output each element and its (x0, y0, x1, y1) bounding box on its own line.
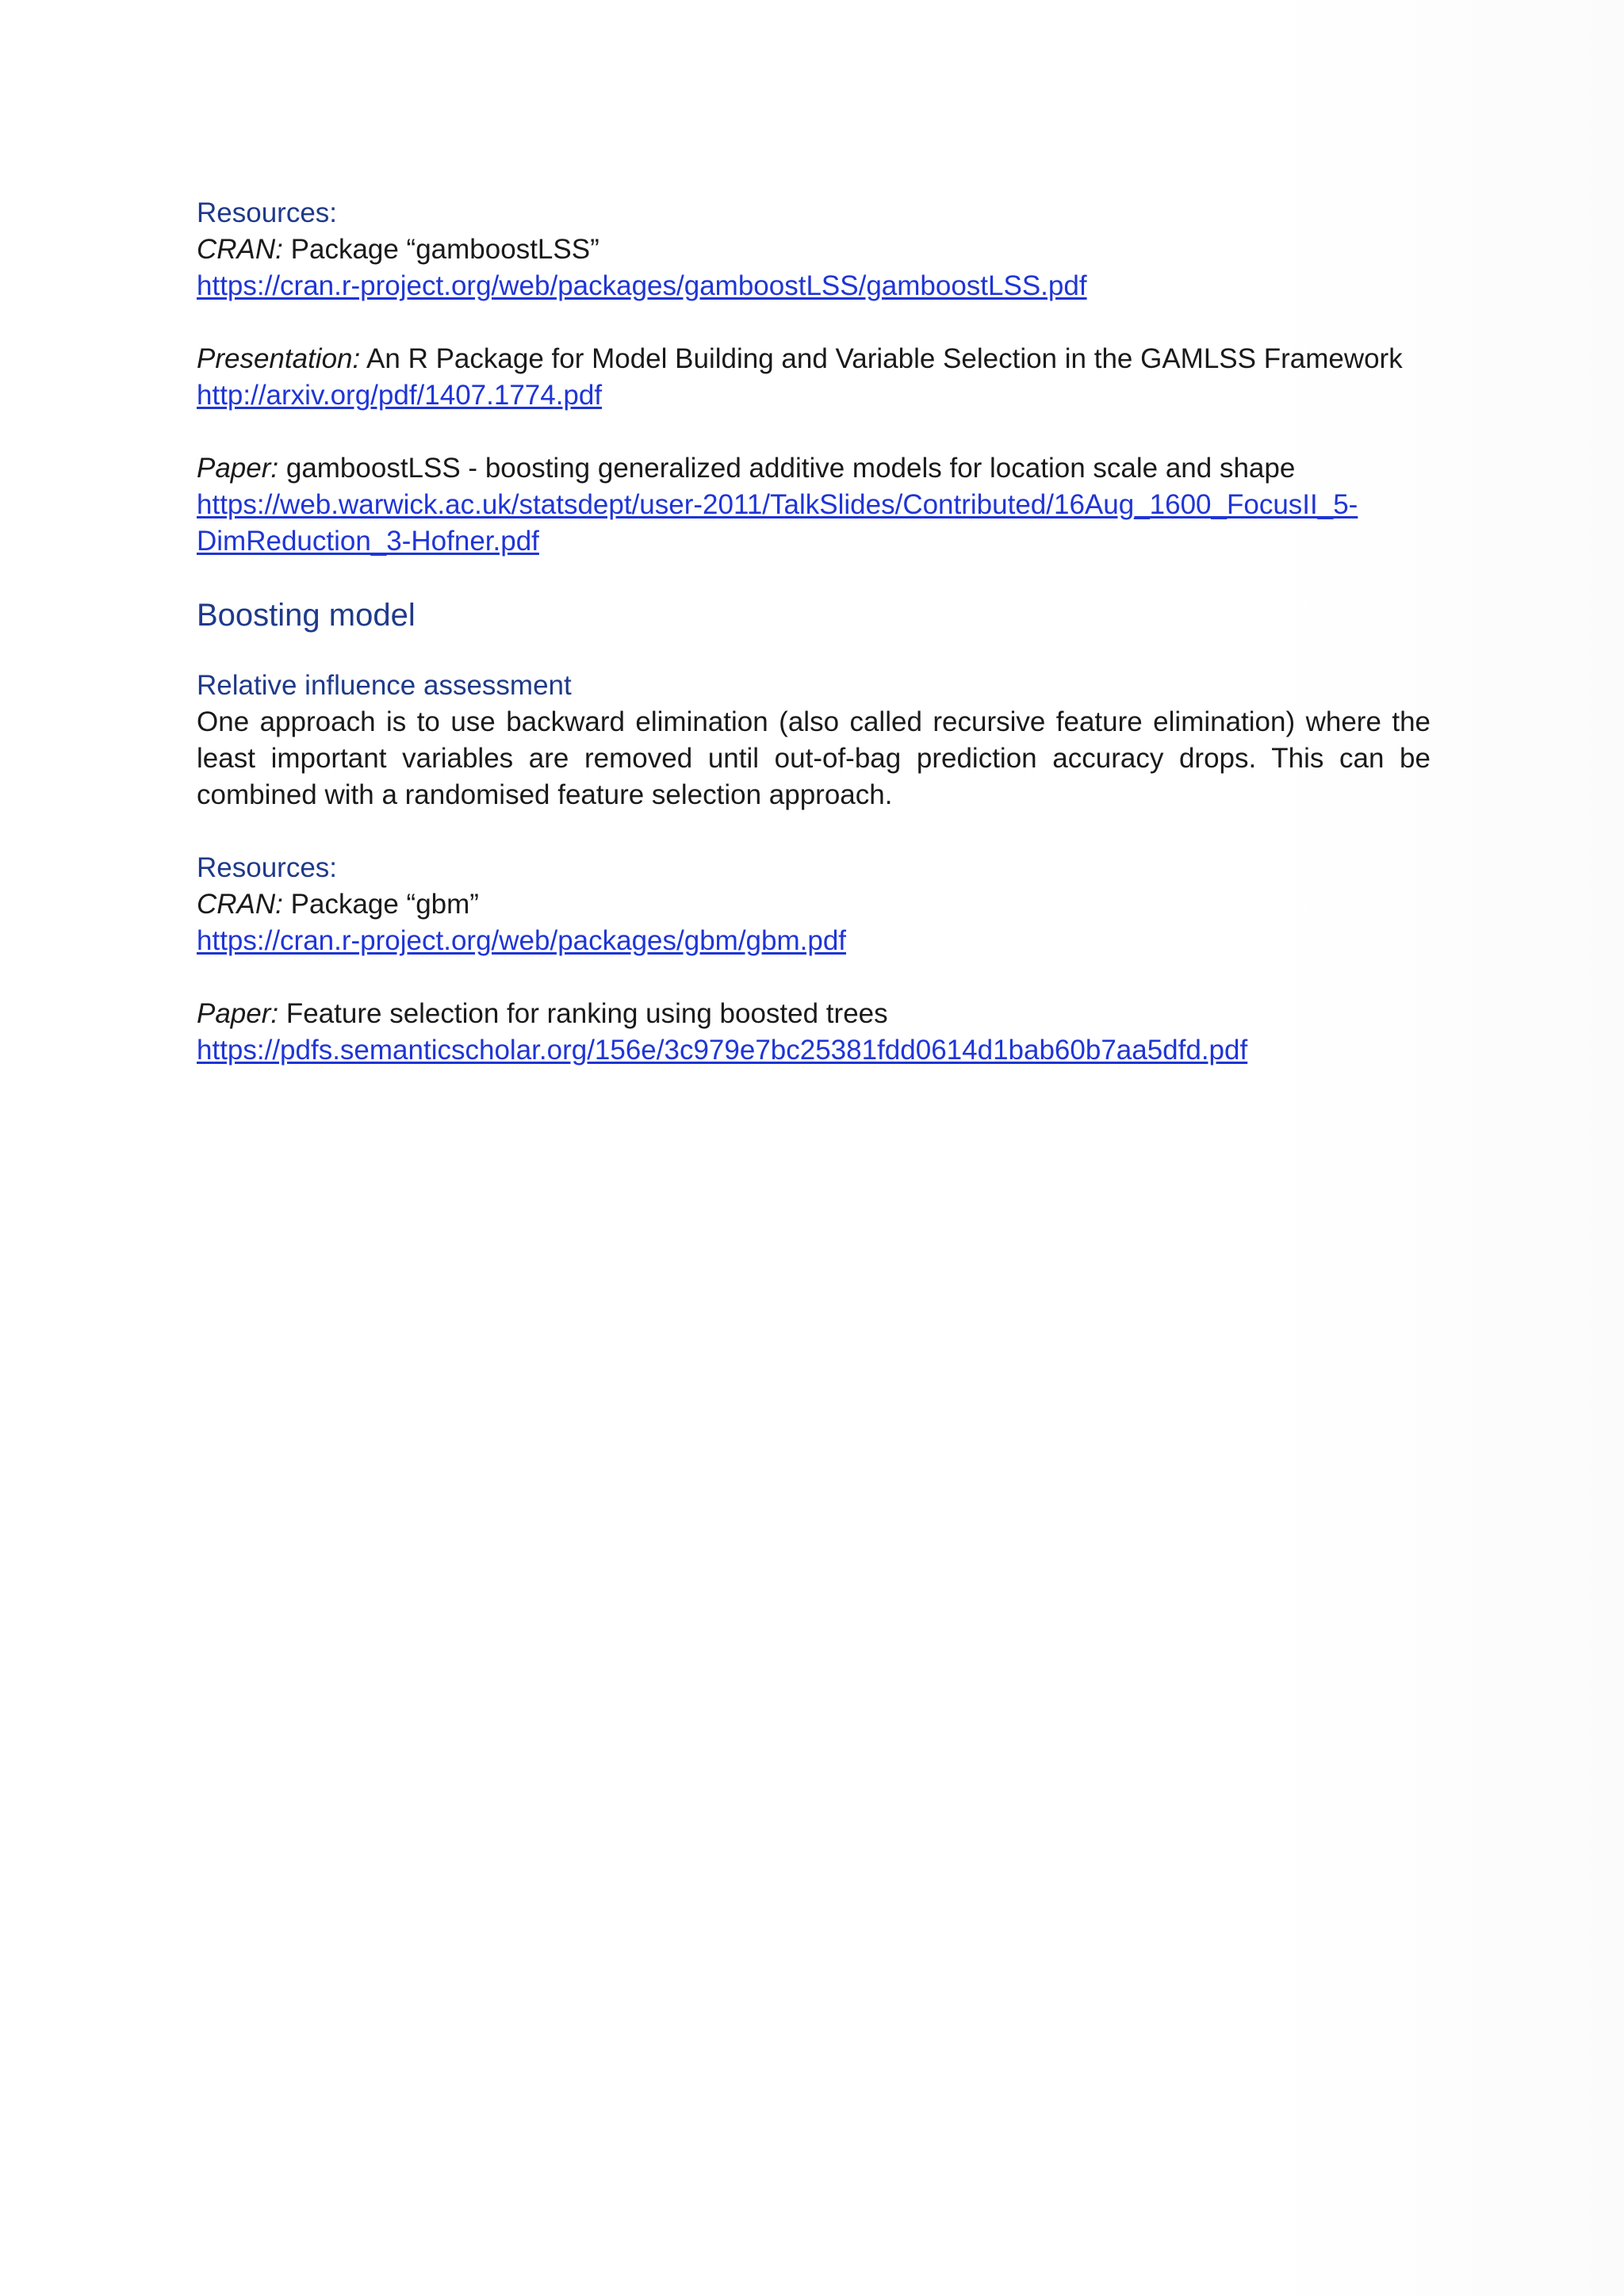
resources-label-gbm: Resources: (197, 852, 338, 883)
cran-gbm-entry (197, 886, 1431, 923)
paper-gamboostlss-link-line1[interactable]: https://web.warwick.ac.uk/statsdept/user-2011/TalkSlides/Contributed/16Aug_1600_FocusII_5- (197, 489, 1358, 520)
paper-prefix: Paper: (197, 453, 279, 484)
presentation-prefix: Presentation: (197, 343, 361, 374)
paper-gamboostlss-entry (197, 450, 1431, 487)
paper-gbm-title: Feature selection for ranking using boosted trees (278, 998, 888, 1029)
paper-title: gamboostLSS - boosting generalized additive models for location scale and shape (278, 453, 1296, 484)
paper-gbm-link[interactable]: https://pdfs.semanticscholar.org/156e/3c979e7bc25381fdd0614d1bab60b7aa5dfd.pdf (197, 1035, 1248, 1066)
presentation-title: An R Package for Model Building and Variable Selection in the GAMLSS Framework (360, 343, 1403, 374)
paper-gbm-prefix: Paper: (197, 998, 279, 1029)
cran-prefix: CRAN: (197, 234, 283, 265)
boosting-model-heading: Boosting model (197, 598, 416, 633)
cran-gamboostlss-entry (197, 232, 1431, 268)
cran-gbm-link[interactable]: https://cran.r-project.org/web/packages/gbm/gbm.pdf (197, 925, 847, 956)
paper-gamboostlss-link-line2[interactable]: DimReduction_3-Hofner.pdf (197, 526, 539, 557)
resources-label: Resources: (197, 197, 338, 228)
cran-gbm-title: Package “gbm” (282, 889, 479, 920)
document-body (197, 195, 1431, 1069)
cran-gbm-prefix: CRAN: (197, 889, 283, 920)
cran-package-title: Package “gamboostLSS” (282, 234, 599, 265)
cran-gamboostlss-link[interactable]: https://cran.r-project.org/web/packages/gamboostLSS/gamboostLSS.pdf (197, 270, 1087, 301)
relative-influence-subheading: Relative influence assessment (197, 670, 572, 701)
relative-influence-paragraph: One approach is to use backward elimination (also called recursive feature elimination) where the least important variables are removed until out-of-bag prediction accuracy drops. This can be combined with a randomised feature selection approach. (197, 706, 1431, 810)
presentation-entry (197, 341, 1431, 377)
paper-gbm-entry (197, 996, 1431, 1032)
presentation-link[interactable]: http://arxiv.org/pdf/1407.1774.pdf (197, 380, 603, 411)
